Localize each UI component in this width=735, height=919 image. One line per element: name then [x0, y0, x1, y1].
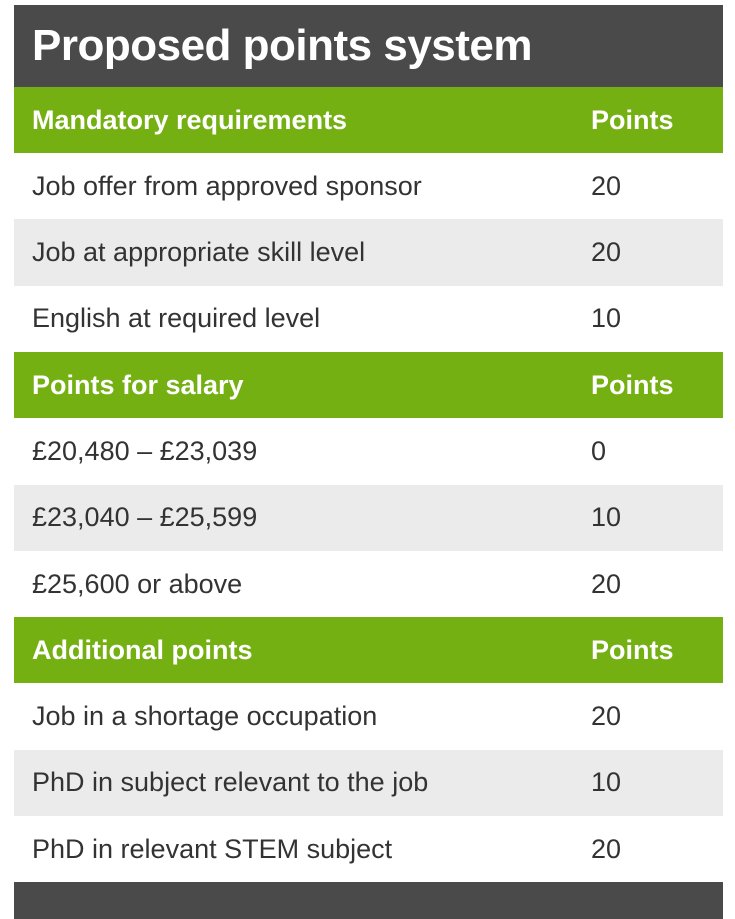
- points-column-header: Points: [591, 104, 674, 135]
- title-bar: [14, 5, 723, 87]
- salary-range-label: £25,600 or above: [32, 568, 243, 599]
- section-header-mandatory: [14, 87, 723, 153]
- points-value: 10: [591, 303, 622, 334]
- section-header-additional: [14, 617, 723, 683]
- section-title: Additional points: [32, 634, 253, 665]
- table-row: [14, 418, 723, 484]
- points-value: 10: [591, 767, 622, 798]
- requirement-label: Job offer from approved sponsor: [32, 170, 422, 201]
- requirement-label: Job at appropriate skill level: [32, 237, 366, 268]
- criterion-label: PhD in subject relevant to the job: [32, 767, 429, 798]
- section-title: Points for salary: [32, 369, 244, 400]
- criterion-label: PhD in relevant STEM subject: [32, 833, 393, 864]
- criterion-label: Job in a shortage occupation: [32, 701, 378, 732]
- section-header-salary: [14, 352, 723, 418]
- page-title: Proposed points system: [32, 21, 533, 70]
- table-row: [14, 816, 723, 882]
- points-value: 10: [591, 502, 622, 533]
- table-row: [14, 219, 723, 285]
- points-column-header: Points: [591, 369, 674, 400]
- points-value: 20: [591, 568, 622, 599]
- section-title: Mandatory requirements: [32, 104, 348, 135]
- table-row: [14, 286, 723, 352]
- table-row: [14, 551, 723, 617]
- table-row: [14, 485, 723, 551]
- footer-bar: [14, 882, 723, 919]
- table-row: [14, 750, 723, 816]
- points-column-header: Points: [591, 634, 674, 665]
- requirement-label: English at required level: [32, 303, 321, 334]
- table-row: [14, 153, 723, 219]
- points-value: 20: [591, 833, 622, 864]
- points-value: 20: [591, 237, 622, 268]
- points-table: [14, 5, 723, 883]
- points-value: 0: [591, 435, 607, 466]
- points-value: 20: [591, 701, 622, 732]
- salary-range-label: £20,480 – £23,039: [32, 435, 258, 466]
- salary-range-label: £23,040 – £25,599: [32, 502, 258, 533]
- table-row: [14, 683, 723, 749]
- points-value: 20: [591, 170, 622, 201]
